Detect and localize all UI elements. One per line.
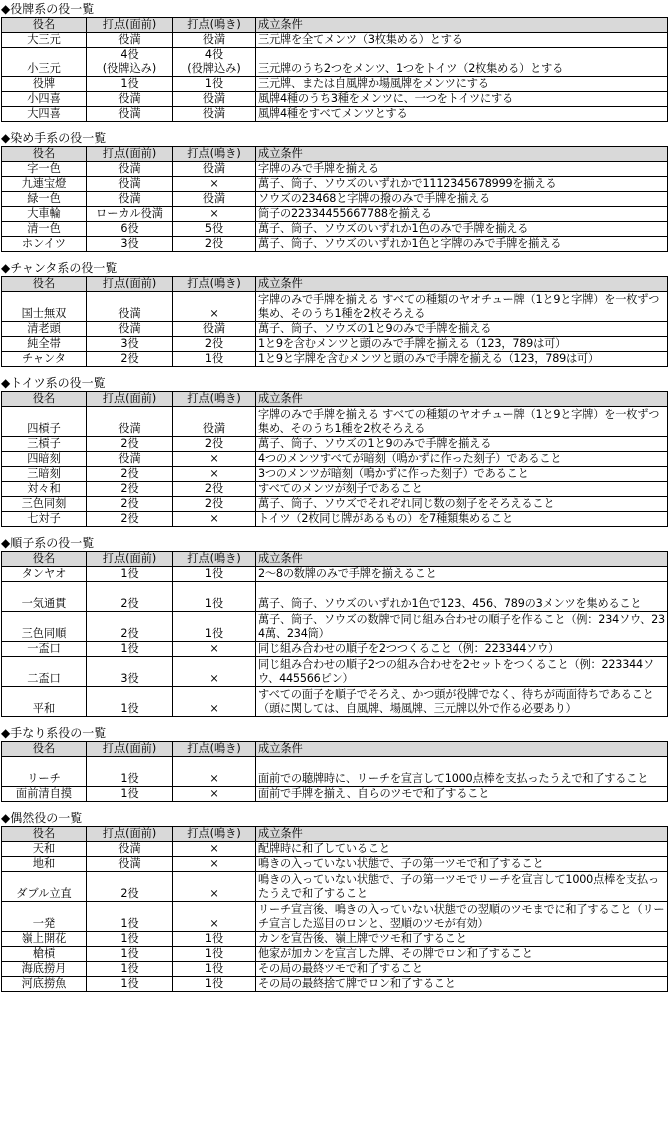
points-open: × xyxy=(173,757,256,787)
yaku-condition: 字牌のみで手牌を揃える xyxy=(256,162,668,177)
header-open: 打点(鳴き) xyxy=(173,18,256,33)
points-closed: 役満 xyxy=(87,33,173,48)
yaku-condition: 同じ組み合わせの順子2つの組み合わせを2セットをつくること（例：223344ソウ、445566ピン） xyxy=(256,657,668,687)
yaku-condition: 筒子の22334455667788を揃える xyxy=(256,207,668,222)
header-closed: 打点(面前) xyxy=(87,392,173,407)
points-open: × xyxy=(173,512,256,527)
yaku-condition: 鳴きの入っていない状態で、子の第一ツモでリーチを宣言して1000点棒を支払ったうえで和了すること xyxy=(256,872,668,902)
points-closed: 2役 xyxy=(87,352,173,367)
header-closed: 打点(面前) xyxy=(87,147,173,162)
points-closed: 3役 xyxy=(87,337,173,352)
table-header-row xyxy=(2,552,668,567)
points-open: × xyxy=(173,902,256,932)
header-condition: 成立条件 xyxy=(256,552,668,567)
points-open: 役満 xyxy=(173,92,256,107)
yaku-condition: その局の最終捨て牌でロン和了すること xyxy=(256,977,668,992)
yaku-table xyxy=(1,741,668,802)
table-row xyxy=(2,452,668,467)
yaku-condition: 萬子、筒子、ソウズの数牌で同じ組み合わせの順子を作ること（例：234ソウ、234萬、234筒） xyxy=(256,612,668,642)
yaku-name: 大四喜 xyxy=(2,107,87,122)
yaku-section xyxy=(1,260,668,367)
yaku-name: リーチ xyxy=(2,757,87,787)
points-open: × xyxy=(173,842,256,857)
table-row xyxy=(2,107,668,122)
table-row xyxy=(2,497,668,512)
yaku-name: 三槓子 xyxy=(2,437,87,452)
points-closed: 1役 xyxy=(87,77,173,92)
yaku-section xyxy=(1,725,668,802)
table-row xyxy=(2,612,668,642)
table-row xyxy=(2,48,668,77)
points-closed: 役満 xyxy=(87,107,173,122)
points-closed: 1役 xyxy=(87,567,173,582)
table-row xyxy=(2,482,668,497)
yaku-condition: 三元牌のうち2つをメンツ、1つをトイツ（2枚集める）とする xyxy=(256,48,668,77)
yaku-name: 槍槓 xyxy=(2,947,87,962)
header-name: 役名 xyxy=(2,277,87,292)
points-open: 1役 xyxy=(173,567,256,582)
yaku-condition: 配牌時に和了していること xyxy=(256,842,668,857)
points-closed: 役満 xyxy=(87,177,173,192)
points-open: 2役 xyxy=(173,437,256,452)
header-condition: 成立条件 xyxy=(256,392,668,407)
points-closed: 役満 xyxy=(87,92,173,107)
points-open: 役満 xyxy=(173,162,256,177)
yaku-condition: 萬子、筒子、ソウズのいずれか1色のみで手牌を揃える xyxy=(256,222,668,237)
points-closed: 4役 (役牌込み) xyxy=(87,48,173,77)
section-title: ◆順子系の役一覧 xyxy=(1,536,95,550)
points-closed: 2役 xyxy=(87,582,173,612)
yaku-condition: 1と9を含むメンツと頭のみで手牌を揃える（123，789は可） xyxy=(256,337,668,352)
header-closed: 打点(面前) xyxy=(87,742,173,757)
table-header-row xyxy=(2,742,668,757)
section-title: ◆トイツ系の役一覧 xyxy=(1,376,106,390)
table-header-row xyxy=(2,392,668,407)
table-row xyxy=(2,962,668,977)
header-open: 打点(鳴き) xyxy=(173,827,256,842)
yaku-table xyxy=(1,826,668,992)
header-condition: 成立条件 xyxy=(256,827,668,842)
points-open: 役満 xyxy=(173,407,256,437)
yaku-name: タンヤオ xyxy=(2,567,87,582)
table-row xyxy=(2,932,668,947)
yaku-name: 一気通貫 xyxy=(2,582,87,612)
table-header-row xyxy=(2,147,668,162)
header-name: 役名 xyxy=(2,552,87,567)
points-closed: 2役 xyxy=(87,497,173,512)
yaku-name: ダブル立直 xyxy=(2,872,87,902)
yaku-name: 国士無双 xyxy=(2,292,87,322)
points-closed: 1役 xyxy=(87,902,173,932)
yaku-name: 字一色 xyxy=(2,162,87,177)
points-closed: 1役 xyxy=(87,787,173,802)
points-open: × xyxy=(173,452,256,467)
yaku-name: 小四喜 xyxy=(2,92,87,107)
yaku-name: 四暗刻 xyxy=(2,452,87,467)
points-closed: 役満 xyxy=(87,407,173,437)
section-title: ◆手なり系役の一覧 xyxy=(1,726,107,740)
section-title: ◆偶然役の一覧 xyxy=(1,811,83,825)
points-open: × xyxy=(173,687,256,717)
table-row xyxy=(2,512,668,527)
points-closed: 1役 xyxy=(87,687,173,717)
points-open: 2役 xyxy=(173,497,256,512)
header-condition: 成立条件 xyxy=(256,742,668,757)
yaku-name: 面前清自摸 xyxy=(2,787,87,802)
table-row xyxy=(2,657,668,687)
yaku-condition: 萬子、筒子、ソウズのいずれかで1112345678999を揃える xyxy=(256,177,668,192)
table-row xyxy=(2,407,668,437)
yaku-condition: 三元牌、または自風牌か場風牌をメンツにする xyxy=(256,77,668,92)
points-closed: 役満 xyxy=(87,162,173,177)
points-open: 1役 xyxy=(173,77,256,92)
yaku-condition: 他家が加カンを宣言した牌、その牌でロン和了すること xyxy=(256,947,668,962)
yaku-name: 一盃口 xyxy=(2,642,87,657)
header-closed: 打点(面前) xyxy=(87,18,173,33)
yaku-name: 河底撈魚 xyxy=(2,977,87,992)
yaku-name: 清老頭 xyxy=(2,322,87,337)
table-row xyxy=(2,292,668,322)
header-open: 打点(鳴き) xyxy=(173,552,256,567)
points-closed: 1役 xyxy=(87,757,173,787)
points-open: 1役 xyxy=(173,932,256,947)
points-open: 1役 xyxy=(173,612,256,642)
points-open: 2役 xyxy=(173,337,256,352)
header-condition: 成立条件 xyxy=(256,147,668,162)
header-name: 役名 xyxy=(2,18,87,33)
table-row xyxy=(2,582,668,612)
yaku-section xyxy=(1,130,668,252)
yaku-table xyxy=(1,391,668,527)
table-row xyxy=(2,237,668,252)
header-open: 打点(鳴き) xyxy=(173,277,256,292)
points-closed: 2役 xyxy=(87,612,173,642)
points-closed: 1役 xyxy=(87,642,173,657)
points-open: 1役 xyxy=(173,977,256,992)
yaku-condition: 萬子、筒子、ソウズのいずれか1色で123、456、789の3メンツを集めること xyxy=(256,582,668,612)
points-closed: 1役 xyxy=(87,962,173,977)
yaku-condition: カンを宣告後、嶺上牌でツモ和了すること xyxy=(256,932,668,947)
yaku-name: 役牌 xyxy=(2,77,87,92)
table-row xyxy=(2,902,668,932)
yaku-name: 地和 xyxy=(2,857,87,872)
table-row xyxy=(2,192,668,207)
yaku-name: 三暗刻 xyxy=(2,467,87,482)
points-open: × xyxy=(173,657,256,687)
yaku-table xyxy=(1,146,668,252)
header-condition: 成立条件 xyxy=(256,18,668,33)
points-closed: 2役 xyxy=(87,872,173,902)
points-closed: 役満 xyxy=(87,192,173,207)
yaku-condition: 2～8の数牌のみで手牌を揃えること xyxy=(256,567,668,582)
yaku-condition: 三元牌を全てメンツ（3枚集める）とする xyxy=(256,33,668,48)
yaku-condition: すべてのメンツが刻子であること xyxy=(256,482,668,497)
yaku-condition: 萬子、筒子、ソウズでそれぞれ同じ数の刻子をそろえること xyxy=(256,497,668,512)
yaku-table xyxy=(1,17,668,122)
points-open: 2役 xyxy=(173,482,256,497)
points-open: × xyxy=(173,467,256,482)
points-open: 5役 xyxy=(173,222,256,237)
points-closed: 1役 xyxy=(87,977,173,992)
header-closed: 打点(面前) xyxy=(87,277,173,292)
section-title: ◆染め手系の役一覧 xyxy=(1,131,107,145)
header-open: 打点(鳴き) xyxy=(173,147,256,162)
yaku-condition: 萬子、筒子、ソウズのいずれか1色と字牌のみで手牌を揃える xyxy=(256,237,668,252)
section-title: ◆チャンタ系の役一覧 xyxy=(1,261,118,275)
table-row xyxy=(2,162,668,177)
yaku-name: 純全帯 xyxy=(2,337,87,352)
points-closed: ローカル役満 xyxy=(87,207,173,222)
yaku-condition: 字牌のみで手牌を揃える すべての種類のヤオチュー牌（1と9と字牌）を一枚ずつ集め、そのうち1種を2枚そろえる xyxy=(256,292,668,322)
yaku-name: 小三元 xyxy=(2,48,87,77)
table-row xyxy=(2,687,668,717)
yaku-name: チャンタ xyxy=(2,352,87,367)
points-open: × xyxy=(173,292,256,322)
yaku-name: 三色同刻 xyxy=(2,497,87,512)
points-open: 役満 xyxy=(173,107,256,122)
header-name: 役名 xyxy=(2,147,87,162)
points-closed: 役満 xyxy=(87,322,173,337)
points-closed: 2役 xyxy=(87,482,173,497)
header-condition: 成立条件 xyxy=(256,277,668,292)
yaku-condition: 3つのメンツが暗刻（鳴かずに作った刻子）であること xyxy=(256,467,668,482)
yaku-name: 清一色 xyxy=(2,222,87,237)
yaku-name: 対々和 xyxy=(2,482,87,497)
header-open: 打点(鳴き) xyxy=(173,392,256,407)
points-open: × xyxy=(173,642,256,657)
points-closed: 2役 xyxy=(87,467,173,482)
yaku-condition: 面前で手牌を揃え、自らのツモで和了すること xyxy=(256,787,668,802)
points-closed: 1役 xyxy=(87,932,173,947)
header-closed: 打点(面前) xyxy=(87,552,173,567)
yaku-condition: 萬子、筒子、ソウズの1と9のみで手牌を揃える xyxy=(256,437,668,452)
yaku-name: ホンイツ xyxy=(2,237,87,252)
yaku-name: 二盃口 xyxy=(2,657,87,687)
yaku-condition: その局の最終ツモで和了すること xyxy=(256,962,668,977)
points-open: 役満 xyxy=(173,322,256,337)
points-open: 役満 xyxy=(173,192,256,207)
points-closed: 3役 xyxy=(87,657,173,687)
yaku-table xyxy=(1,276,668,367)
table-row xyxy=(2,352,668,367)
yaku-condition: 風牌4種のうち3種をメンツに、一つをトイツにする xyxy=(256,92,668,107)
yaku-name: 天和 xyxy=(2,842,87,857)
header-open: 打点(鳴き) xyxy=(173,742,256,757)
points-closed: 役満 xyxy=(87,292,173,322)
points-open: × xyxy=(173,857,256,872)
yaku-name: 大車輪 xyxy=(2,207,87,222)
yaku-name: 大三元 xyxy=(2,33,87,48)
table-row xyxy=(2,222,668,237)
yaku-condition: トイツ（2枚同じ牌があるもの）を7種類集めること xyxy=(256,512,668,527)
yaku-name: 九連宝燈 xyxy=(2,177,87,192)
yaku-condition: 風牌4種をすべてメンツとする xyxy=(256,107,668,122)
table-row xyxy=(2,567,668,582)
table-row xyxy=(2,757,668,787)
table-row xyxy=(2,642,668,657)
table-row xyxy=(2,467,668,482)
table-row xyxy=(2,947,668,962)
section-title: ◆役牌系の役一覧 xyxy=(1,2,95,16)
points-open: 1役 xyxy=(173,352,256,367)
points-open: × xyxy=(173,787,256,802)
yaku-condition: ソウズの23468と字牌の撥のみで手牌を揃える xyxy=(256,192,668,207)
yaku-name: 緑一色 xyxy=(2,192,87,207)
points-closed: 2役 xyxy=(87,437,173,452)
yaku-section xyxy=(1,810,668,992)
points-closed: 1役 xyxy=(87,947,173,962)
yaku-condition: 字牌のみで手牌を揃える すべての種類のヤオチュー牌（1と9と字牌）を一枚ずつ集め、そのうち1種を2枚そろえる xyxy=(256,407,668,437)
yaku-condition: 同じ組み合わせの順子を2つつくること（例：223344ソウ） xyxy=(256,642,668,657)
yaku-condition: 面前での聴牌時に、リーチを宣言して1000点棒を支払ったうえで和了すること xyxy=(256,757,668,787)
table-row xyxy=(2,977,668,992)
header-name: 役名 xyxy=(2,392,87,407)
yaku-condition: 鳴きの入っていない状態で、子の第一ツモで和了すること xyxy=(256,857,668,872)
header-name: 役名 xyxy=(2,827,87,842)
yaku-condition: 1と9と字牌を含むメンツと頭のみで手牌を揃える（123，789は可） xyxy=(256,352,668,367)
yaku-name: 平和 xyxy=(2,687,87,717)
yaku-condition: 4つのメンツすべてが暗刻（鳴かずに作った刻子）であること xyxy=(256,452,668,467)
table-row xyxy=(2,207,668,222)
yaku-condition: 萬子、筒子、ソウズの1と9のみで手牌を揃える xyxy=(256,322,668,337)
table-row xyxy=(2,337,668,352)
points-open: 4役 (役牌込み) xyxy=(173,48,256,77)
points-open: 1役 xyxy=(173,582,256,612)
points-closed: 役満 xyxy=(87,857,173,872)
yaku-section xyxy=(1,1,668,122)
points-open: 役満 xyxy=(173,33,256,48)
table-header-row xyxy=(2,18,668,33)
yaku-name: 嶺上開花 xyxy=(2,932,87,947)
points-closed: 役満 xyxy=(87,842,173,857)
header-closed: 打点(面前) xyxy=(87,827,173,842)
table-row xyxy=(2,177,668,192)
yaku-name: 海底撈月 xyxy=(2,962,87,977)
table-row xyxy=(2,92,668,107)
table-header-row xyxy=(2,827,668,842)
table-row xyxy=(2,437,668,452)
points-open: × xyxy=(173,207,256,222)
yaku-name: 四槓子 xyxy=(2,407,87,437)
points-open: 1役 xyxy=(173,962,256,977)
table-row xyxy=(2,787,668,802)
points-closed: 2役 xyxy=(87,512,173,527)
yaku-condition: リーチ宣言後、鳴きの入っていない状態での翌順のツモまでに和了すること（リーチ宣言した巡目のロンと、翌順のツモが有効） xyxy=(256,902,668,932)
header-name: 役名 xyxy=(2,742,87,757)
yaku-name: 一発 xyxy=(2,902,87,932)
yaku-name: 三色同順 xyxy=(2,612,87,642)
yaku-condition: すべての面子を順子でそろえ、かつ頭が役牌でなく、待ちが両面待ちであること（頭に関しては、自風牌、場風牌、三元牌以外で作る必要あり） xyxy=(256,687,668,717)
points-closed: 3役 xyxy=(87,237,173,252)
table-row xyxy=(2,33,668,48)
points-open: 1役 xyxy=(173,947,256,962)
points-open: × xyxy=(173,177,256,192)
table-row xyxy=(2,857,668,872)
table-row xyxy=(2,842,668,857)
points-closed: 役満 xyxy=(87,452,173,467)
points-open: × xyxy=(173,872,256,902)
yaku-section xyxy=(1,375,668,527)
table-row xyxy=(2,77,668,92)
table-row xyxy=(2,872,668,902)
yaku-table xyxy=(1,551,668,717)
table-row xyxy=(2,322,668,337)
table-header-row xyxy=(2,277,668,292)
points-open: 2役 xyxy=(173,237,256,252)
points-closed: 6役 xyxy=(87,222,173,237)
yaku-name: 七対子 xyxy=(2,512,87,527)
yaku-section xyxy=(1,535,668,717)
